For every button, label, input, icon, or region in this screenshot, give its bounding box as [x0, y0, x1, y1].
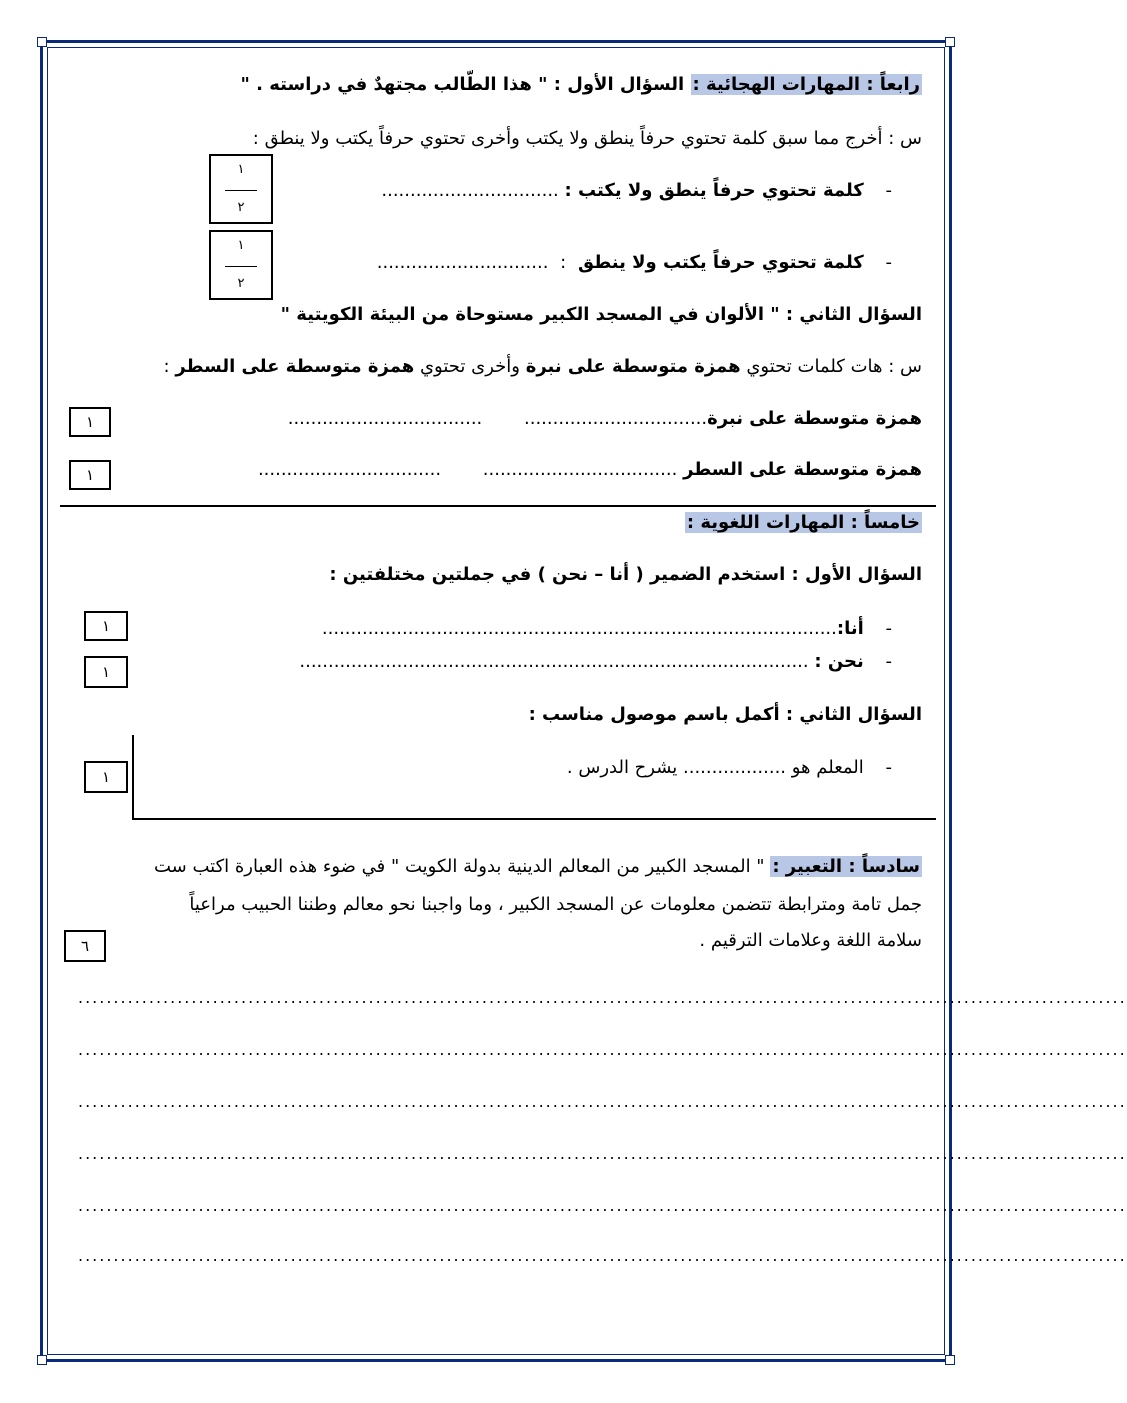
score-fraction-box — [209, 230, 273, 300]
fraction-bar — [225, 266, 257, 267]
q2-prompt-text: س : هات كلمات تحتوي — [740, 356, 922, 377]
section4-q2-prompt — [70, 356, 922, 377]
sentence-end: يشرح الدرس . — [566, 757, 684, 778]
nahnu-row — [70, 651, 892, 672]
writing-line[interactable]: .................................................................................................................................................... — [78, 1144, 1127, 1163]
section5-q1-title: السؤال الأول : استخدم الضمير ( أنا – نحن ) في جملتين مختلفتين : — [329, 564, 922, 585]
section4-title-line — [70, 74, 922, 95]
section5-heading: خامساً : المهارات اللغوية : — [686, 512, 920, 533]
section6-line-1 — [70, 856, 922, 877]
frame-corner — [945, 1355, 955, 1365]
hamza2-label: همزة متوسطة على السطر — [683, 459, 922, 480]
divider-vertical — [132, 735, 134, 819]
q2-prompt-colon: : — [163, 356, 176, 377]
frame-corner — [945, 37, 955, 47]
writing-line[interactable]: .................................................................................................................................................... — [78, 1246, 1127, 1265]
hamza1-label: همزة متوسطة على نبرة — [707, 408, 922, 429]
hamza1-answer-line-2[interactable]: .................................. — [287, 408, 483, 429]
writing-line[interactable]: .................................................................................................................................................... — [78, 1040, 1127, 1059]
nahnu-answer-line[interactable]: ......................................................................................... — [299, 651, 809, 672]
item2-answer-line[interactable]: .............................. — [376, 252, 549, 273]
score-numerator: ١ — [237, 162, 245, 177]
section6-line-3: سلامة اللغة وعلامات الترقيم . — [699, 930, 922, 951]
hamza2-answer-line-2[interactable]: ................................ — [257, 459, 442, 480]
sentence-start: المعلم هو — [786, 757, 864, 778]
section-divider — [132, 818, 936, 820]
frame-corner — [37, 1355, 47, 1365]
item2-colon: : — [560, 252, 567, 273]
q2-prompt-term-nabra: همزة متوسطة على نبرة — [525, 356, 741, 377]
ana-answer-line[interactable]: .......................................................................................... — [321, 618, 837, 639]
relative-pronoun-answer-line[interactable]: .................. — [683, 757, 787, 778]
score-box: ١ — [69, 460, 111, 490]
item1-answer-line[interactable]: ............................... — [381, 180, 559, 201]
score-box: ١ — [84, 611, 128, 641]
score-numerator: ١ — [237, 238, 245, 253]
section5-heading-line — [70, 512, 922, 533]
ana-row — [70, 618, 892, 639]
q2-prompt-term-satr: همزة متوسطة على السطر — [175, 356, 415, 377]
item1-label: كلمة تحتوي حرفاً ينطق ولا يكتب : — [564, 180, 864, 201]
relative-pronoun-row — [70, 757, 892, 778]
section4-q1-title: السؤال الأول : " هذا الطّالب مجتهدٌ في دراسته . " — [240, 74, 685, 95]
nahnu-dash: - — [885, 651, 892, 672]
item1-dash: - — [885, 180, 892, 201]
score-denominator: ٢ — [237, 200, 245, 215]
ana-dash: - — [885, 618, 892, 639]
item2-label: كلمة تحتوي حرفاً يكتب ولا ينطق — [577, 252, 864, 273]
writing-line[interactable]: .................................................................................................................................................... — [78, 1196, 1127, 1215]
section6-line-2: جمل تامة ومترابطة تتضمن معلومات عن المسجد الكبير ، وما واجبنا نحو معالم وطننا الحبيب مراعياً — [189, 894, 922, 915]
sentence-dash: - — [885, 757, 892, 778]
section6-heading: سادساً : التعبير : — [772, 856, 920, 877]
score-box: ١ — [84, 656, 128, 688]
fraction-bar — [225, 190, 257, 191]
score-fraction-box — [209, 154, 273, 224]
section4-q2-title: السؤال الثاني : " الألوان في المسجد الكبير مستوحاة من البيئة الكويتية " — [280, 304, 922, 325]
frame-corner — [37, 37, 47, 47]
nahnu-label: نحن : — [814, 651, 864, 672]
ana-label: أنا: — [836, 618, 864, 639]
hamza1-row — [70, 408, 922, 429]
hamza1-answer-line-1[interactable]: ................................ — [524, 408, 708, 429]
score-box: ١ — [84, 761, 128, 793]
section4-heading: رابعاً : المهارات الهجائية : — [692, 74, 920, 95]
hamza2-answer-line-1[interactable]: .................................. — [482, 459, 678, 480]
section6-text-1: " المسجد الكبير من المعالم الدينية بدولة الكويت " في ضوء هذه العبارة اكتب ست — [154, 856, 771, 877]
section-divider — [60, 505, 936, 507]
score-denominator: ٢ — [237, 276, 245, 291]
writing-line[interactable]: .................................................................................................................................................... — [78, 988, 1127, 1007]
score-box: ٦ — [64, 930, 106, 962]
q2-prompt-text: وأخرى تحتوي — [414, 356, 526, 377]
item2-dash: - — [885, 252, 892, 273]
writing-line[interactable]: .................................................................................................................................................... — [78, 1092, 1127, 1111]
item1-row — [70, 180, 892, 201]
hamza2-row — [70, 459, 922, 480]
item2-row — [70, 252, 892, 273]
section4-q1-prompt: س : أخرج مما سبق كلمة تحتوي حرفاً ينطق ولا يكتب وأخرى تحتوي حرفاً يكتب ولا ينطق : — [252, 128, 922, 149]
score-box: ١ — [69, 407, 111, 437]
section5-q2-title: السؤال الثاني : أكمل باسم موصول مناسب : — [528, 704, 922, 725]
